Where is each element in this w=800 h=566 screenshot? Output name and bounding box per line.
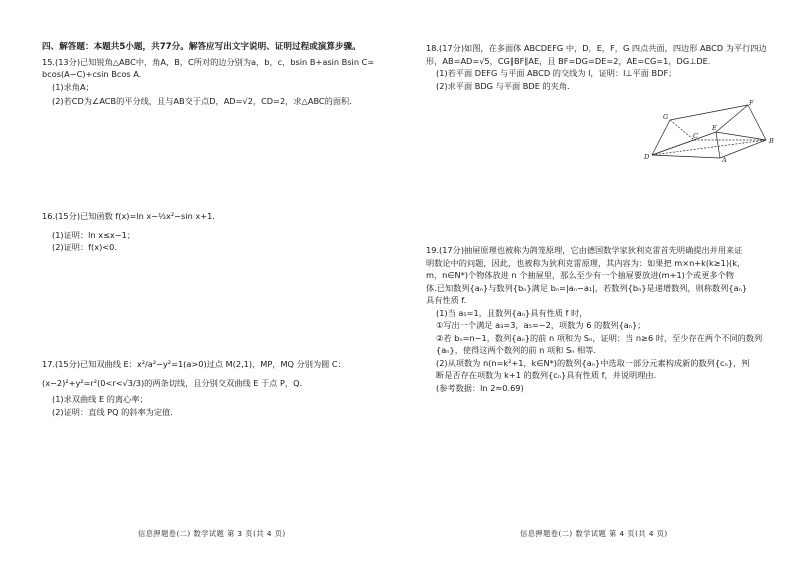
right-column <box>426 38 772 92</box>
edge-GF <box>670 105 748 120</box>
q19-part-1b-cont: {aₙ}，使得这两个数列的前 n 项和 Sₙ 相等. <box>436 345 596 355</box>
q15-line-1: 15.(13分)已知锐角△ABC中，角A，B，C所对的边分别为a，b，c，bsin B+asin Bsin C= <box>42 56 375 67</box>
edge-GC <box>670 120 694 140</box>
q15-part-1: (1)求角A； <box>52 81 94 92</box>
section-title: 四、解答题：本题共5小题，共77分。解答应写出文字说明、证明过程或演算步骤。 <box>42 42 361 52</box>
q17-line-2: (x−2)²+y²=r²(0<r<√3/3)的两条切线，且分别交双曲线 E 于点 P，Q. <box>42 377 303 388</box>
label-C: C <box>693 132 698 140</box>
q19-part-2-cont: 断是否存在项数为 k+1 的数列{cₙ}具有性质 f，并说明理由. <box>436 370 657 380</box>
q16-line-1: 16.(15分)已知函数 f(x)=ln x−½x²−sin x+1. <box>42 211 215 221</box>
q19-part-1: (1)当 a₁=1，且数列{aₙ}具有性质 f 时， <box>436 307 588 318</box>
diag-DB <box>652 140 766 155</box>
question-19 <box>426 244 772 394</box>
q16-part-1: (1)证明：ln x≤x−1； <box>52 229 136 240</box>
left-footer: 信息押题卷(二) 数学试题 第 3 页(共 4 页) <box>138 529 286 538</box>
edge-EB <box>716 132 766 140</box>
q19-part-1a: ①写出一个满足 a₃=3，a₅=−2，项数为 6 的数列{aₙ}； <box>436 320 646 330</box>
label-A: A <box>722 156 727 162</box>
label-B: B <box>769 137 774 145</box>
question-18 <box>426 42 772 92</box>
edge-EF <box>716 105 748 132</box>
q15-line-2: bcos(A−C)+csin Bcos A. <box>42 69 142 79</box>
q18-line-2: 形，AB=AD=√5，CG∥BF∥AE，且 BF=DG=DE=2，AE=CG=1，DG⊥DE. <box>426 55 711 66</box>
q19-line-5: 具有性质 f. <box>426 295 467 305</box>
edge-EA <box>716 132 720 158</box>
label-E: E <box>712 124 717 132</box>
q19-part-1b: ②若 bₙ=n−1，数列{aₙ}的前 n 项和为 Sₙ，证明：当 n≥6 时，至少存在两个不同的数列 <box>436 332 763 343</box>
edge-FB <box>748 105 766 140</box>
q19-reference: (参考数据：ln 2≈0.69) <box>436 382 524 393</box>
label-D: D <box>644 153 650 161</box>
q17-part-1: (1)求双曲线 E 的离心率； <box>52 394 148 404</box>
question-16 <box>42 210 374 254</box>
q19-line-2: 明数论中的问题，因此，也被称为狄利克雷原理，其内容为：如果把 m×n+k(k≥1)(k， <box>426 257 746 268</box>
q19-part-2: (2)从项数为 n(n=k²+1，k∈N*)的数列{aₙ}中选取一部分元素构成新的数列{cₙ}，判 <box>436 357 750 368</box>
q19-line-3: m，n∈N*)个物体放进 n 个抽屉里，那么至少有一个抽屉要放进(m+1)个或更多个物 <box>426 270 734 280</box>
right-footer: 信息押题卷(二) 数学试题 第 4 页(共 4 页) <box>520 529 668 538</box>
question-17 <box>42 358 374 418</box>
q17-part-2: (2)证明：直线 PQ 的斜率为定值. <box>52 406 173 417</box>
q18-line-1: 18.(17分)如图，在多面体 ABCDEFG 中，D，E，F，G 四点共面，四边形 ABCD 为平行四边 <box>426 43 767 53</box>
edge-DE <box>652 132 716 155</box>
q17-line-1: 17.(15分)已知双曲线 E：x²/a²−y²=1(a>0)过点 M(2,1)，MP，MQ 分别为圆 C： <box>42 359 346 369</box>
label-F: F <box>749 100 754 107</box>
q19-line-4: 体.已知数列{aₙ}与数列{bₙ}满足 bₙ=|aₙ−a₁|，若数列{bₙ}是递增数列，则称数列{aₙ} <box>426 282 748 293</box>
q16-part-2: (2)证明：f(x)<0. <box>52 242 117 252</box>
q19-line-1: 19.(17分)抽屉原理也被称为鸽笼原理，它由德国数学家狄利克雷首先明确提出并用来证 <box>426 245 743 255</box>
label-G: G <box>663 113 669 121</box>
q18-part-1: (1)若平面 DEFG 与平面 ABCD 的交线为 l，证明：l⊥平面 BDF； <box>436 68 677 78</box>
polyhedron-figure <box>638 100 778 162</box>
q15-part-2: (2)若CD为∠ACB的平分线，且与AB交于点D，AD=√2，CD=2，求△ABC的面积. <box>52 96 352 106</box>
left-column <box>42 38 374 108</box>
q18-part-2: (2)求平面 BDG 与平面 BDE 的夹角. <box>436 80 570 91</box>
question-15 <box>42 56 374 108</box>
edge-DA <box>652 155 720 158</box>
